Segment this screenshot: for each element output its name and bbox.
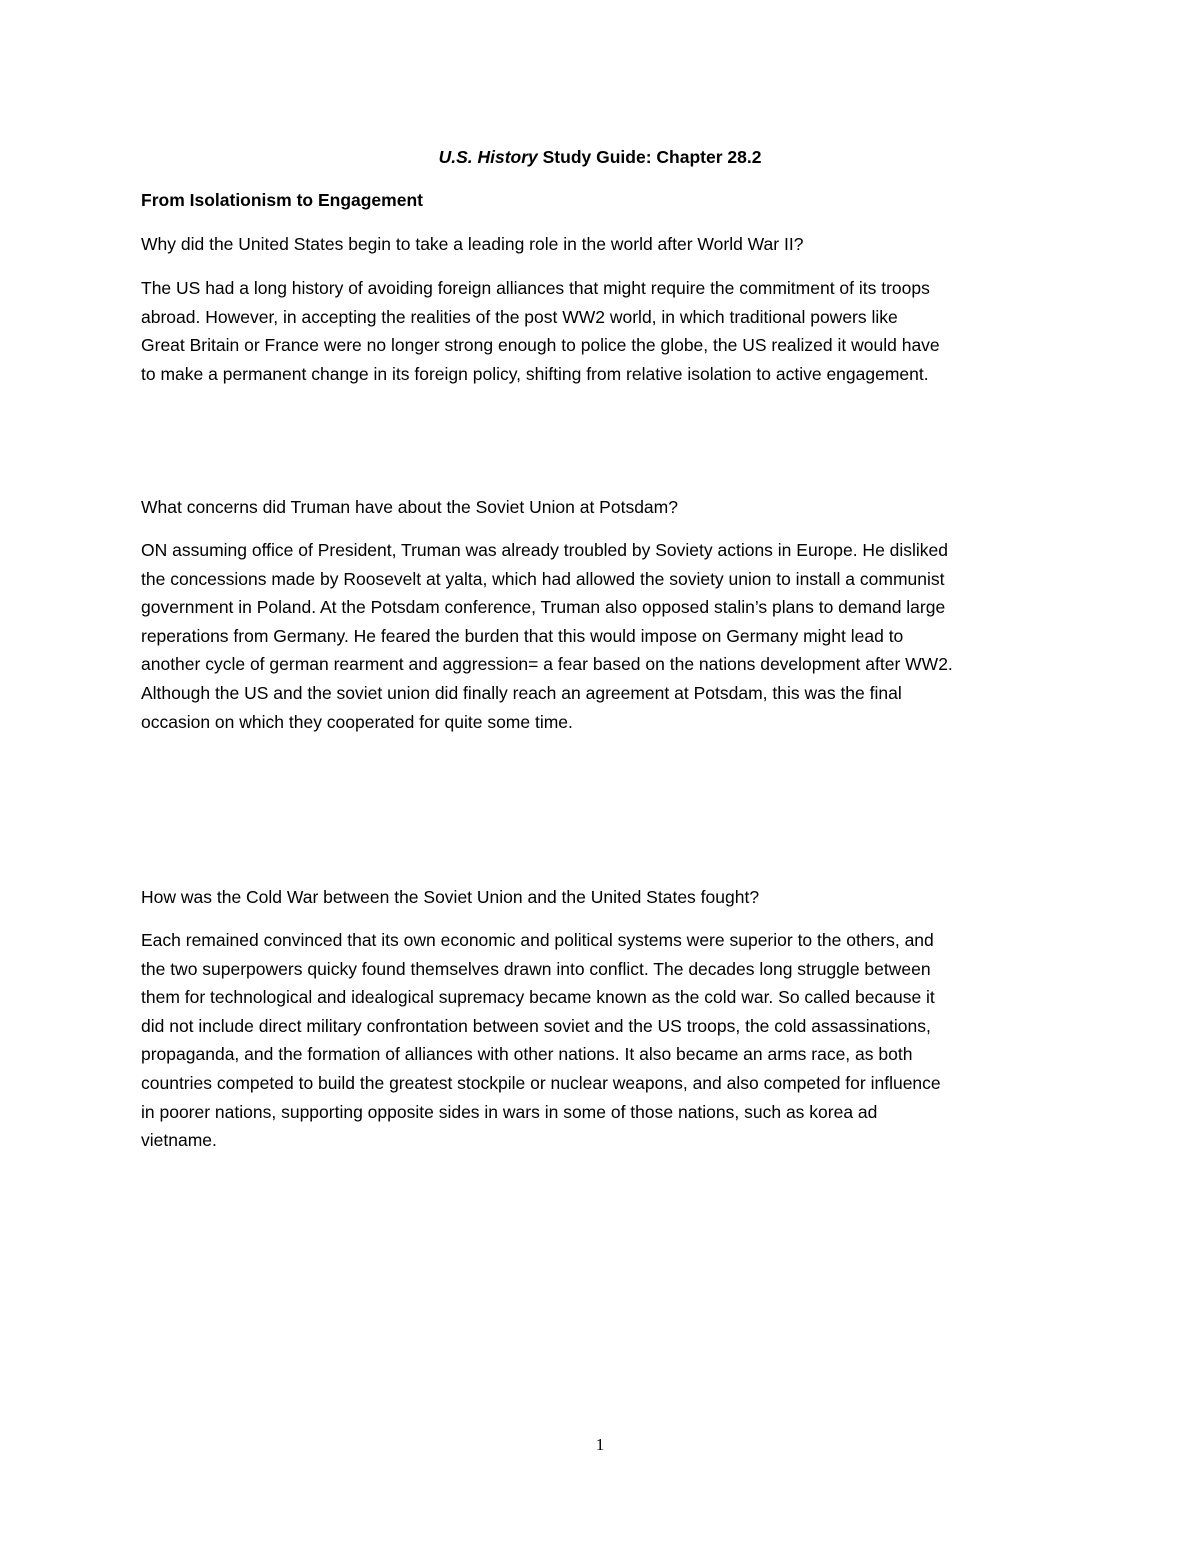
answer-2-line: occasion on which they cooperated for quite some time. [141, 711, 573, 732]
title-rest-part: Study Guide: Chapter 28.2 [537, 147, 762, 167]
answer-3-line: vietname. [141, 1130, 217, 1151]
answer-1-line: The US had a long history of avoiding foreign alliances that might require the commitment of its troops [141, 278, 930, 298]
answer-1 [141, 274, 1071, 388]
answer-2-line: the concessions made by Roosevelt at yalta, which had allowed the soviety union to install a communist [141, 568, 945, 589]
answer-1-line: abroad. However, in accepting the realities of the post WW2 world, in which traditional powers like [141, 306, 898, 327]
answer-3 [141, 926, 1071, 1155]
answer-3-line: in poorer nations, supporting opposite sides in wars in some of those nations, such as korea ad [141, 1101, 878, 1122]
title-italic-part: U.S. History [438, 147, 538, 167]
document-title [0, 145, 1200, 169]
answer-1-line: Great Britain or France were no longer strong enough to police the globe, the US realized it would have [141, 335, 940, 356]
answer-3-line: Each remained convinced that its own economic and political systems were superior to the others, and [141, 930, 934, 950]
answer-2 [141, 536, 1071, 736]
answer-3-line: the two superpowers quicky found themselves drawn into conflict. The decades long struggle between [141, 958, 931, 979]
answer-1-line: to make a permanent change in its foreign policy, shifting from relative isolation to active engagement. [141, 363, 929, 384]
question-1: Why did the United States begin to take a leading role in the world after World War II? [141, 234, 804, 254]
answer-2-line: Although the US and the soviet union did finally reach an agreement at Potsdam, this was the final [141, 682, 902, 703]
answer-2-line: ON assuming office of President, Truman was already troubled by Soviety actions in Europe. He disliked [141, 540, 949, 560]
page-number: 1 [595, 1435, 605, 1454]
answer-2-line: another cycle of german rearment and aggression= a fear based on the nations development after WW2. [141, 654, 953, 675]
answer-3-line: did not include direct military confrontation between soviet and the US troops, the cold assassinations, [141, 1015, 931, 1036]
answer-2-line: reperations from Germany. He feared the burden that this would impose on Germany might lead to [141, 625, 904, 646]
answer-2-line: government in Poland. At the Potsdam conference, Truman also opposed stalin’s plans to demand large [141, 597, 946, 618]
answer-3-line: them for technological and idealogical supremacy became known as the cold war. So called because it [141, 987, 935, 1008]
answer-3-line: countries competed to build the greatest stockpile or nuclear weapons, and also competed for influence [141, 1072, 941, 1093]
answer-3-line: propaganda, and the formation of alliances with other nations. It also became an arms race, as both [141, 1044, 913, 1065]
question-3: How was the Cold War between the Soviet Union and the United States fought? [141, 887, 760, 907]
section-heading: From Isolationism to Engagement [141, 190, 423, 210]
question-2: What concerns did Truman have about the Soviet Union at Potsdam? [141, 497, 678, 517]
